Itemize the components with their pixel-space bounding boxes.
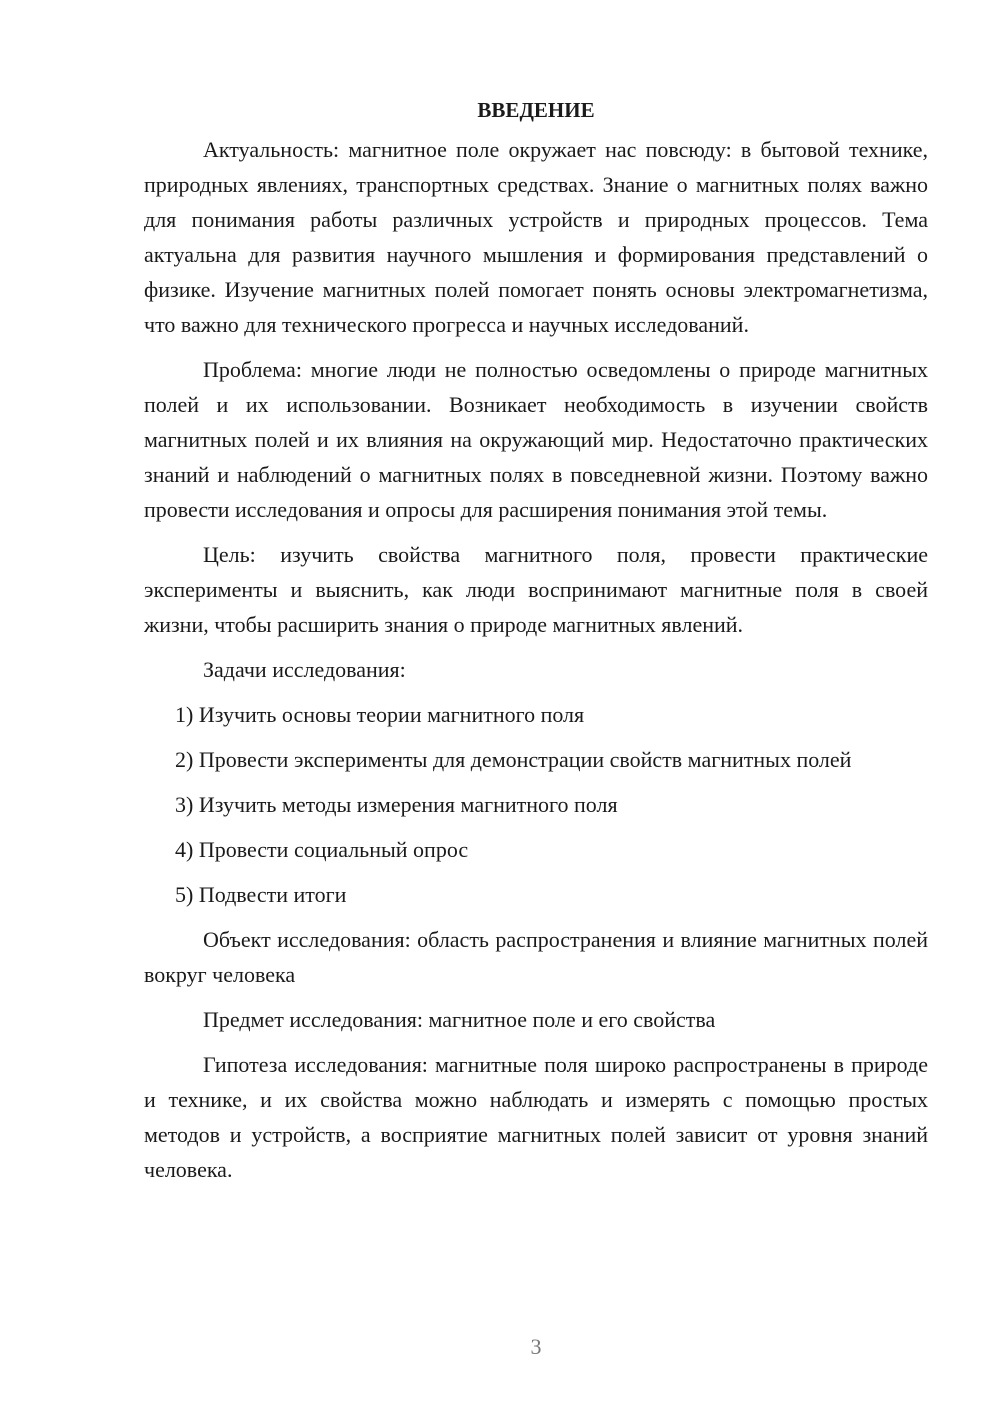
relevance-paragraph: Актуальность: магнитное поле окружает нас повсюду: в бытовой технике, природных явлениях, транспортных средствах. Знание о магнитных полях важно для понимания работы различных устройств и природных процессов. Тема актуальна для развития научного мышления и формирования представлений о физике. Изучение магнитных полей помогает понять основы электромагнетизма, что важно для технического прогресса и научных исследований. [144, 137, 928, 337]
task-item: 3) Изучить методы измерения магнитного поля [175, 792, 618, 817]
section-heading: ВВЕДЕНИЕ [477, 98, 595, 122]
page-number: 3 [530, 1334, 542, 1359]
problem-paragraph: Проблема: многие люди не полностью осведомлены о природе магнитных полей и их использовании. Возникает необходимость в изучении свойств магнитных полей и их влияния на окружающий мир. Недостаточно практических знаний и наблюдений о магнитных полях в повседневной жизни. Поэтому важно провести исследования и опросы для расширения понимания этой темы. [144, 357, 928, 522]
task-item: 4) Провести социальный опрос [175, 837, 469, 862]
task-item: 2) Провести эксперименты для демонстрации свойств магнитных полей [175, 747, 852, 772]
subject-paragraph: Предмет исследования: магнитное поле и его свойства [203, 1007, 716, 1032]
object-paragraph: Объект исследования: область распространения и влияние магнитных полей вокруг человека [144, 927, 928, 987]
document-page [144, 92, 928, 1197]
hypothesis-paragraph: Гипотеза исследования: магнитные поля широко распространены в природе и технике, и их свойства можно наблюдать и измерять с помощью простых методов и устройств, а восприятие магнитных полей зависит от уровня знаний человека. [144, 1052, 928, 1182]
goal-paragraph: Цель: изучить свойства магнитного поля, провести практические эксперименты и выяснить, как люди воспринимают магнитные поля в своей жизни, чтобы расширить знания о природе магнитных явлений. [144, 542, 928, 637]
task-item: 1) Изучить основы теории магнитного поля [175, 702, 585, 727]
task-item: 5) Подвести итоги [175, 882, 347, 907]
tasks-heading: Задачи исследования: [203, 657, 406, 682]
